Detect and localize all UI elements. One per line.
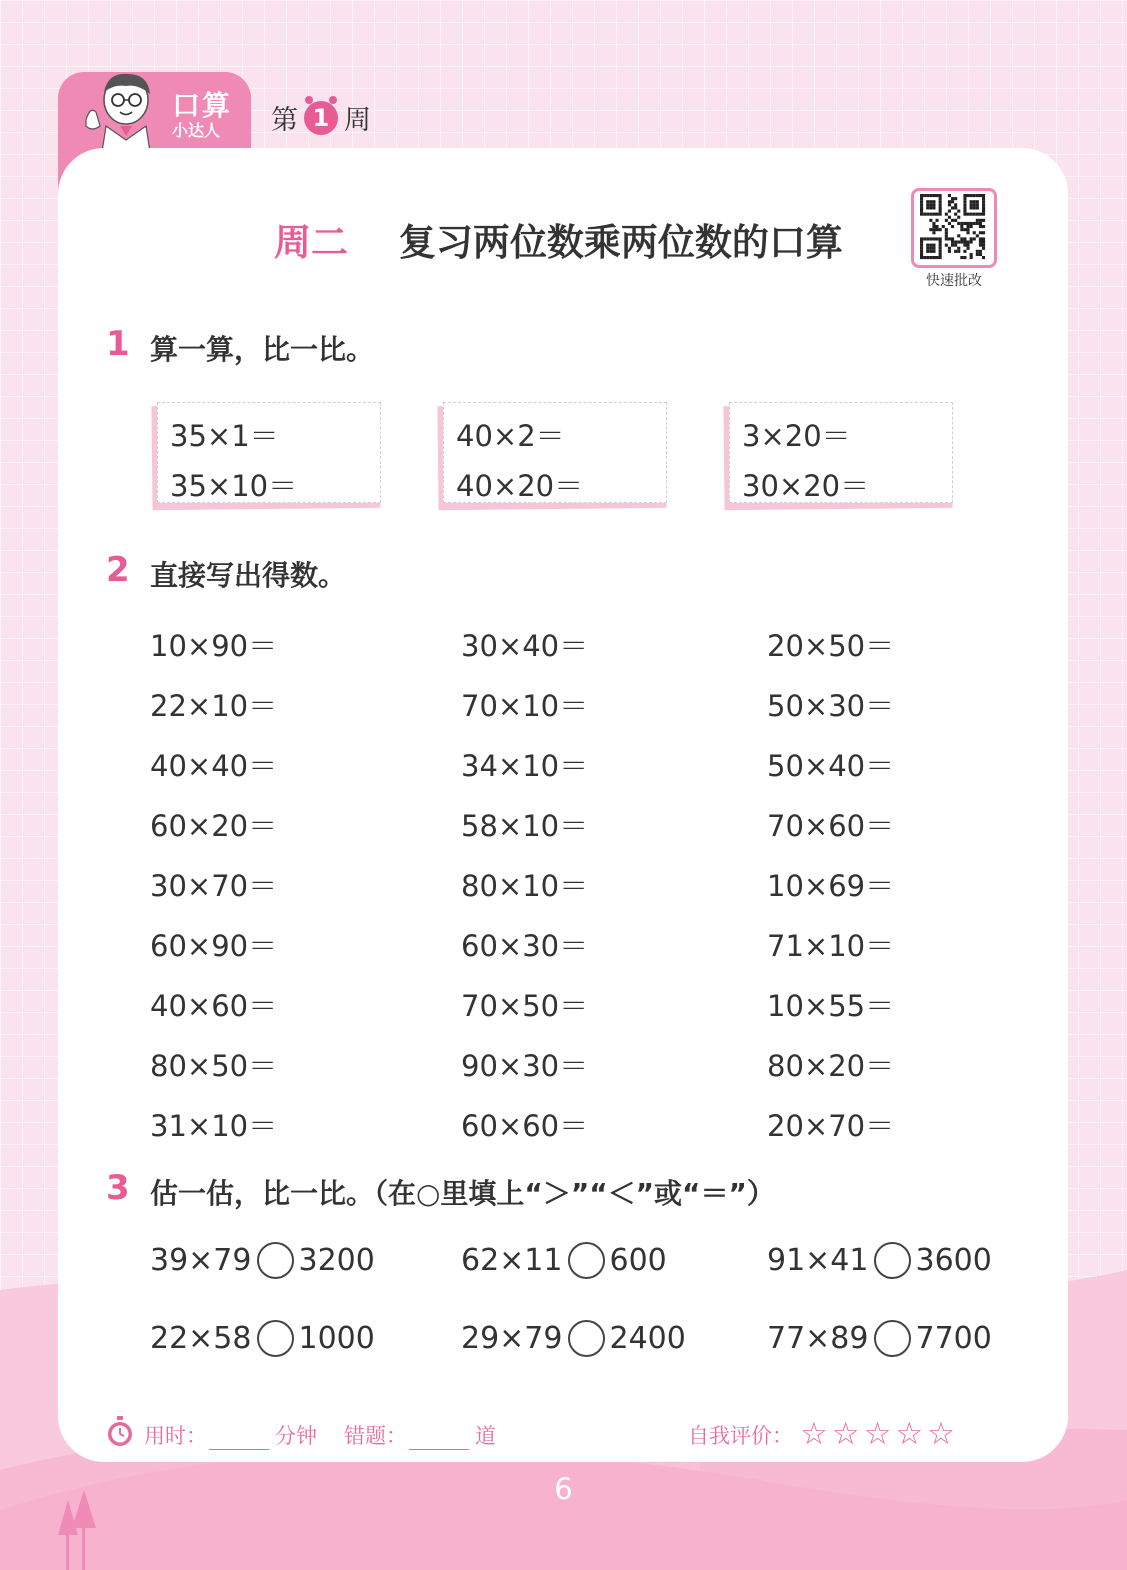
section-1-number: 1 [106,324,130,364]
compare-group-2 [438,402,672,510]
problem: 35×1＝ [170,419,279,453]
qr-label: 快速批改 [926,273,982,289]
problem: 40×2＝ [456,419,565,453]
comparison-item [461,1320,686,1357]
problem: 10×90＝ [150,629,278,663]
problem: 90×30＝ [461,1049,589,1083]
problem: 70×10＝ [461,689,589,723]
section-3-title: 估一估，比一比。（在○里填上“＞”“＜”或“＝”） [150,1177,775,1210]
time-label: 用时： [144,1424,207,1448]
errors-blank [409,1429,469,1450]
tab-subtitle: 小达人 [172,121,221,140]
problem: 80×10＝ [461,869,589,903]
comparison-left: 39×79 [150,1243,252,1278]
week-suffix: 周 [344,105,371,136]
compare-group-3 [724,402,958,510]
time-blank [209,1429,269,1450]
answer-circle [257,1320,294,1357]
self-rating-label: 自我评价： [688,1424,793,1448]
section-2-title: 直接写出得数。 [150,559,347,592]
comparison-right: 2400 [609,1321,686,1356]
comparison-item [150,1242,375,1279]
qr-code-block[interactable] [911,188,997,289]
mascot-illustration [78,70,170,152]
answer-circle [568,1242,605,1279]
tab-title: 口算 [172,89,233,122]
section-3-number: 3 [106,1168,130,1208]
answer-circle [257,1242,294,1279]
comparison-right: 600 [609,1243,667,1278]
problem: 58×10＝ [461,809,589,843]
problem: 30×20＝ [742,469,870,503]
comparison-right: 7700 [915,1321,992,1356]
problem: 60×90＝ [150,929,278,963]
problem: 31×10＝ [150,1109,278,1143]
compare-group-1 [152,402,386,510]
problem: 60×30＝ [461,929,589,963]
section-1-title: 算一算，比一比。 [150,333,375,366]
comparison-left: 22×58 [150,1321,252,1356]
problem: 10×55＝ [767,989,895,1023]
problem: 40×20＝ [456,469,584,503]
topic-label: 复习两位数乘两位数的口算 [398,221,843,264]
comparison-left: 77×89 [767,1321,869,1356]
day-label: 周二 [274,221,348,264]
problem: 20×70＝ [767,1109,895,1143]
comparison-item [767,1242,992,1279]
problem: 70×50＝ [461,989,589,1023]
comparison-right: 1000 [298,1321,375,1356]
week-indicator [271,98,371,137]
problem: 71×10＝ [767,929,895,963]
problem: 30×70＝ [150,869,278,903]
comparison-left: 29×79 [461,1321,563,1356]
problem: 22×10＝ [150,689,278,723]
problem: 80×20＝ [767,1049,895,1083]
problem: 40×40＝ [150,749,278,783]
problem: 30×40＝ [461,629,589,663]
problem: 50×40＝ [767,749,895,783]
time-unit: 分钟 [275,1424,317,1448]
problem: 60×20＝ [150,809,278,843]
problem: 35×10＝ [170,469,298,503]
errors-unit: 道 [475,1424,496,1448]
answer-circle [874,1320,911,1357]
answer-circle [568,1320,605,1357]
answer-circle [874,1242,911,1279]
stopwatch-icon [106,1416,134,1448]
comparison-item [461,1242,667,1279]
comparison-item [767,1320,992,1357]
qr-code-icon[interactable] [911,188,997,268]
comparison-left: 91×41 [767,1243,869,1278]
rating-stars: ☆☆☆☆☆ [800,1416,959,1452]
problem: 3×20＝ [742,419,851,453]
problem: 50×30＝ [767,689,895,723]
problem: 10×69＝ [767,869,895,903]
comparison-left: 62×11 [461,1243,563,1278]
problem: 20×50＝ [767,629,895,663]
problem: 40×60＝ [150,989,278,1023]
problem: 70×60＝ [767,809,895,843]
problem: 34×10＝ [461,749,589,783]
errors-label: 错题： [344,1424,407,1448]
error-count [344,1420,496,1450]
comparison-right: 3200 [298,1243,375,1278]
problem: 80×50＝ [150,1049,278,1083]
time-used [144,1420,317,1450]
comparison-item [150,1320,375,1357]
problem: 60×60＝ [461,1109,589,1143]
page-number: 6 [554,1472,573,1506]
week-prefix: 第 [271,105,298,136]
section-2-number: 2 [106,550,130,590]
page-title [274,212,843,266]
week-number-badge: 1 [304,101,338,135]
comparison-right: 3600 [915,1243,992,1278]
